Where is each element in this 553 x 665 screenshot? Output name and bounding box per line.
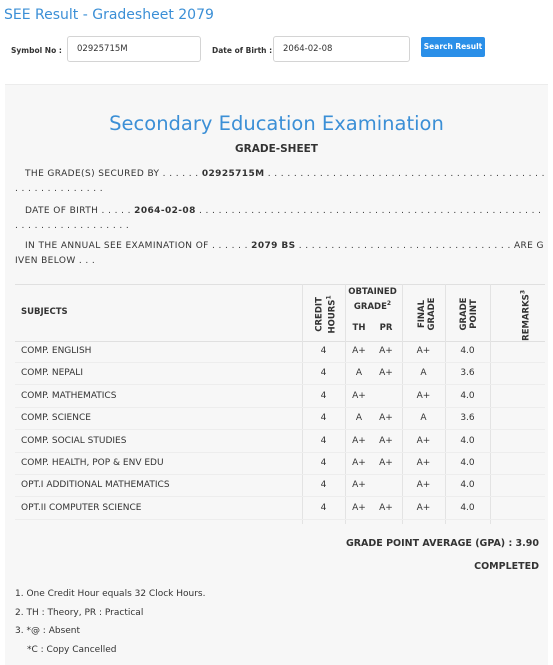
header-pr: PR bbox=[379, 323, 393, 333]
final-grade-cell: A+ bbox=[416, 458, 431, 468]
search-result-button[interactable]: Search Result bbox=[421, 37, 485, 57]
header-remarks: REMARKS$^3$ bbox=[519, 289, 532, 341]
grade-point-cell: 4.0 bbox=[460, 435, 475, 446]
symbol-input[interactable]: 02925715M bbox=[67, 36, 201, 62]
th-grade-cell: A bbox=[355, 368, 363, 379]
pr-grade-cell: A+ bbox=[379, 346, 393, 356]
table-row bbox=[15, 474, 545, 497]
footnote-1: 1. One Credit Hour equals 32 Clock Hours. bbox=[15, 589, 206, 599]
th-grade-cell: A bbox=[355, 413, 363, 424]
final-grade-cell: A+ bbox=[416, 502, 431, 513]
header-subjects: SUBJECTS bbox=[21, 307, 68, 317]
header-obtained-grade: OBTAINED GRADE$^2$ bbox=[348, 287, 397, 312]
symbol-value: 02925715M bbox=[201, 169, 265, 179]
table-row bbox=[15, 430, 545, 453]
pr-grade-cell: A+ bbox=[379, 435, 393, 446]
credit-cell: 4 bbox=[320, 368, 327, 379]
search-bar bbox=[0, 30, 553, 70]
th-grade-cell: A+ bbox=[352, 346, 366, 356]
page-title: SEE Result - Gradesheet 2079 bbox=[4, 7, 214, 23]
subject-cell: COMP. NEPALI bbox=[21, 368, 83, 379]
header-th: TH bbox=[352, 323, 366, 333]
subject-cell: COMP. HEALTH, POP & ENV EDU bbox=[21, 458, 164, 468]
subject-cell: COMP. SOCIAL STUDIES bbox=[21, 435, 127, 446]
footnote-4: *C : Copy Cancelled bbox=[27, 644, 117, 655]
grade-point-cell: 3.6 bbox=[460, 368, 475, 379]
header-grade-point: GRADE POINT bbox=[459, 297, 479, 331]
grade-point-cell: 4.0 bbox=[460, 346, 475, 356]
gradesheet-title: GRADE-SHEET bbox=[235, 143, 318, 155]
th-grade-cell: A+ bbox=[352, 390, 366, 401]
subject-cell: COMP. ENGLISH bbox=[21, 346, 92, 356]
th-grade-cell: A+ bbox=[352, 480, 366, 491]
gradesheet bbox=[5, 84, 548, 665]
credit-cell: 4 bbox=[320, 435, 327, 446]
credit-cell: 4 bbox=[320, 502, 327, 513]
subject-cell: COMP. SCIENCE bbox=[21, 413, 91, 424]
footnote-3: 3. *@ : Absent bbox=[15, 626, 81, 636]
pr-grade-cell: A+ bbox=[379, 413, 393, 424]
dob-value: 2064-02-08 bbox=[134, 206, 196, 216]
footnote-2: 2. TH : Theory, PR : Practical bbox=[15, 607, 144, 618]
dob-line: DATE OF BIRTH . . . . . 2064-02-08 . . . . . . . . . . . . . . . . . . . . . . . . . . . . . . . . . . . . . . . . . . . . . . . . . . . . . . . . . . . . . . . . . . . . . . . bbox=[15, 206, 542, 231]
symbol-label: Symbol No : bbox=[11, 46, 62, 55]
pr-grade-cell: A+ bbox=[379, 502, 393, 513]
table-row bbox=[15, 362, 545, 385]
footnotes bbox=[15, 585, 205, 659]
credit-cell: 4 bbox=[320, 390, 327, 401]
table-row bbox=[15, 497, 545, 520]
final-grade-cell: A bbox=[420, 368, 427, 379]
dob-label: Date of Birth : bbox=[212, 46, 273, 55]
final-grade-cell: A+ bbox=[416, 480, 431, 491]
final-grade-cell: A+ bbox=[416, 435, 431, 446]
grade-point-cell: 4.0 bbox=[460, 458, 475, 468]
subject-cell: OPT.I ADDITIONAL MATHEMATICS bbox=[21, 480, 170, 491]
table-header bbox=[15, 284, 545, 342]
exam-year: 2079 BS bbox=[251, 241, 296, 251]
table-row bbox=[15, 340, 545, 363]
th-grade-cell: A+ bbox=[352, 458, 366, 468]
pr-grade-cell: A+ bbox=[379, 368, 393, 379]
grade-point-cell: 3.6 bbox=[460, 413, 475, 424]
gpa-text: GRADE POINT AVERAGE (GPA) : 3.90 bbox=[345, 538, 539, 549]
grade-point-cell: 4.0 bbox=[460, 480, 475, 491]
final-grade-cell: A+ bbox=[416, 390, 431, 401]
credit-cell: 4 bbox=[320, 413, 327, 424]
table-row bbox=[15, 385, 545, 408]
pr-grade-cell: A+ bbox=[379, 458, 393, 468]
table-row bbox=[15, 452, 545, 475]
header-credit-hours: CREDIT HOURS$^1$ bbox=[314, 295, 338, 334]
th-grade-cell: A+ bbox=[352, 435, 366, 446]
credit-cell: 4 bbox=[320, 480, 327, 491]
exam-title: Secondary Education Examination bbox=[109, 112, 444, 135]
status-text: COMPLETED bbox=[474, 561, 539, 572]
exam-year-line: IN THE ANNUAL SEE EXAMINATION OF . . . . . . 2079 BS . . . . . . . . . . . . . . . . . . . . . . . . . . . . . . . . . ARE GIVEN BELOW . . . bbox=[15, 241, 544, 266]
credit-cell: 4 bbox=[320, 346, 327, 356]
dob-input[interactable]: 2064-02-08 bbox=[273, 36, 410, 62]
subject-cell: COMP. MATHEMATICS bbox=[21, 390, 117, 401]
table-row bbox=[15, 407, 545, 430]
subject-cell: OPT.II COMPUTER SCIENCE bbox=[21, 502, 142, 513]
th-grade-cell: A+ bbox=[352, 502, 366, 513]
credit-cell: 4 bbox=[320, 458, 327, 468]
header-final-grade: FINAL GRADE bbox=[417, 297, 437, 331]
final-grade-cell: A bbox=[420, 413, 427, 424]
grade-secured-line: THE GRADE(S) SECURED BY . . . . . . 02925715M . . . . . . . . . . . . . . . . . . . . . . . . . . . . . . . . . . . . . . . . . . . . . . . . . . . . . . . . . bbox=[15, 169, 545, 194]
grade-point-cell: 4.0 bbox=[460, 502, 475, 513]
final-grade-cell: A+ bbox=[416, 346, 431, 356]
grade-point-cell: 4.0 bbox=[460, 390, 475, 401]
